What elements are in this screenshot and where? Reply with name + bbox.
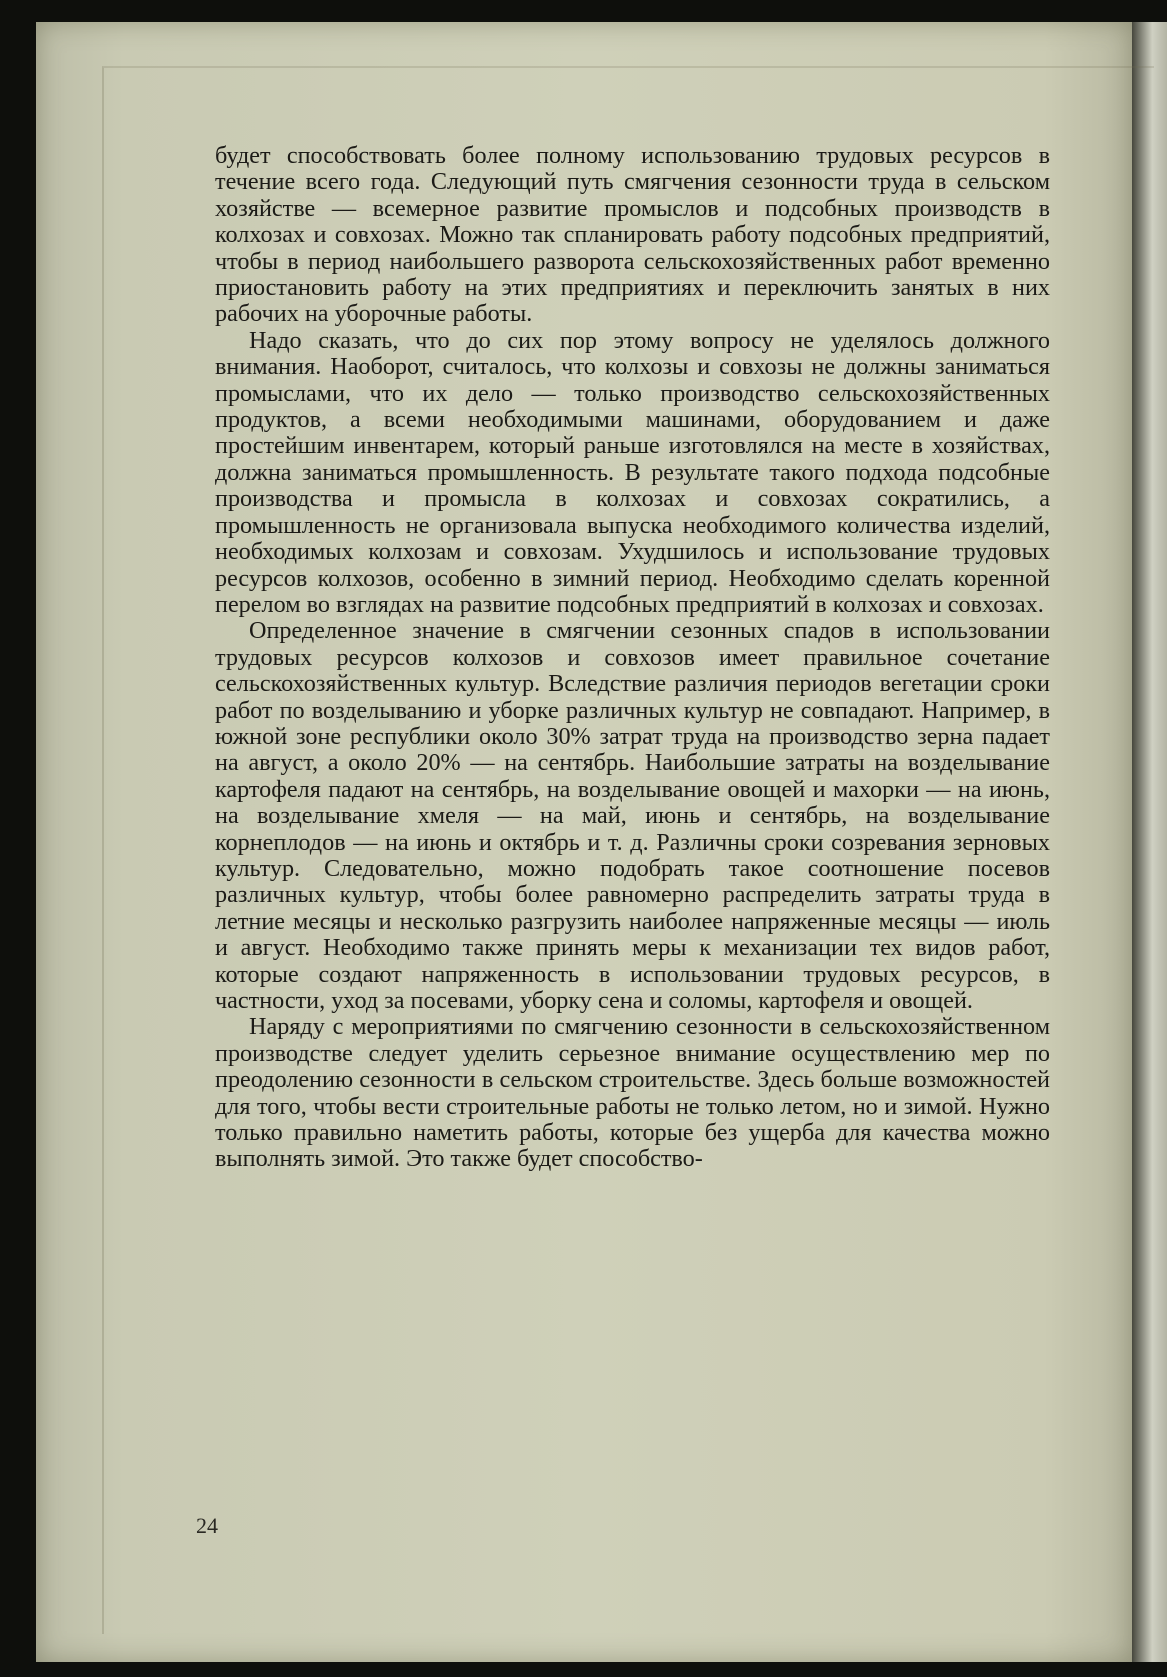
paragraph-3: Определенное значение в смягчении сезонных спадов в использовании трудовых ресурсов колхозов и совхозов имеет правильное сочетание сельскохозяйственных культур. Вследствие различия периодов вегетации сроки работ по возделыванию и уборке различных культур не совпадают. Например, в южной зоне республики около 30% затрат труда на производство зерна падает на август, а около 20% — на сентябрь. Наибольшие затраты на возделывание картофеля падают на сентябрь, на возделывание овощей и махорки — на июнь, на возделывание хмеля — на май, июнь и сентябрь, на возделывание корнеплодов — на июнь и октябрь и т. д. Различны сроки созревания зерновых культур. Следовательно, можно подобрать такое соотношение посевов различных культур, чтобы более равномерно распределить затраты труда в летние месяцы и несколько разгрузить наиболее напряженные месяцы — июль и август. Необходимо также принять меры к механизации тех видов работ, которые создают напряженность в использовании трудовых ресурсов, в частности, уход за посевами, уборку сена и соломы, картофеля и овощей. xyxy=(215,617,1050,1014)
paragraph-2: Надо сказать, что до сих пор этому вопросу не уделялось должного внимания. Наоборот, считалось, что колхозы и совхозы не должны заниматься промыслами, что их дело — только производство сельскохозяйственных продуктов, а всеми необходимыми машинами, оборудованием и даже простейшим инвентарем, который раньше изготовлялся на месте в хозяйствах, должна заниматься промышленность. В результате такого подхода подсобные производства и промысла в колхозах и совхозах сократились, а промышленность не организовала выпуска необходимого количества изделий, необходимых колхозам и совхозам. Ухудшилось и использование трудовых ресурсов колхозов, особенно в зимний период. Необходимо сделать коренной перелом во взглядах на развитие подсобных предприятий в колхозах и совхозах. xyxy=(215,326,1050,618)
paragraph-1: будет способствовать более полному использованию трудовых ресурсов в течение всего года. Следующий путь смягчения сезонности труда в сельском хозяйстве — всемерное развитие промыслов и подсобных производств в колхозах и совхозах. Можно так спланировать работу подсобных предприятий, чтобы в период наибольшего разворота сельскохозяйственных работ временно приостановить работу на этих предприятиях и переключить занятых в них рабочих на уборочные работы. xyxy=(215,142,1050,328)
body-text xyxy=(215,143,1050,1173)
paragraph-4: Наряду с мероприятиями по смягчению сезонности в сельскохозяйственном производстве следует уделить серьезное внимание осуществлению мер по преодолению сезонности в сельском строительстве. Здесь больше возможностей для того, чтобы вести строительные работы не только летом, но и зимой. Нужно только правильно наметить работы, которые без ущерба для качества можно выполнять зимой. Это также будет способство- xyxy=(215,1013,1050,1173)
page-number: 24 xyxy=(196,1513,218,1538)
